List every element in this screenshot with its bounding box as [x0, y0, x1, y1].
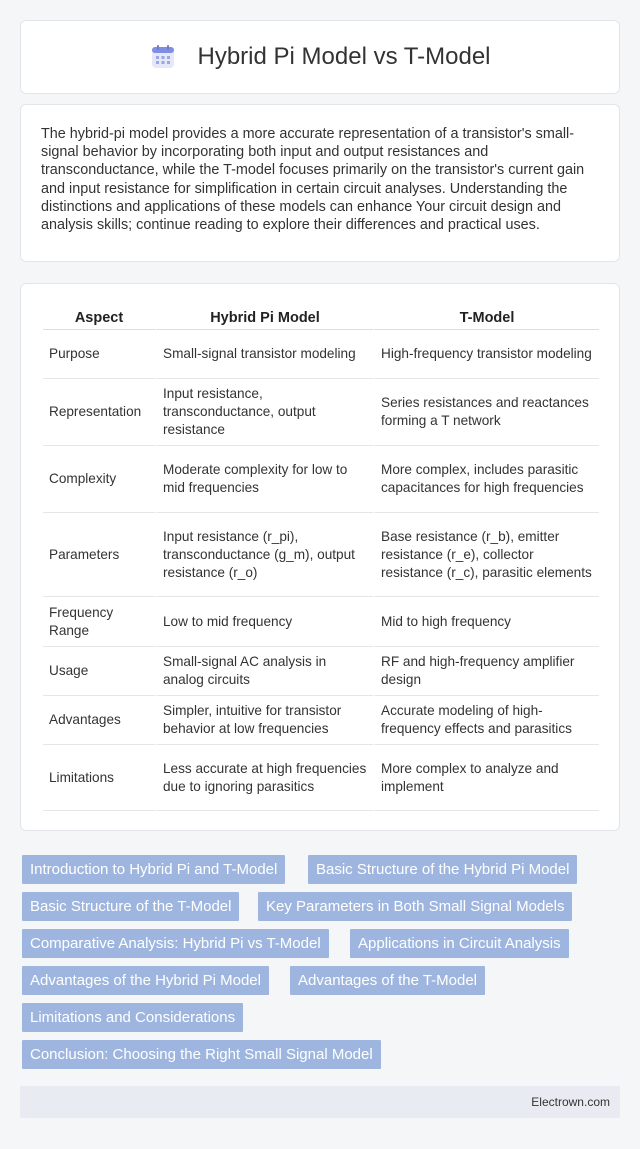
table-cell: Usage — [43, 647, 155, 696]
tag-link[interactable]: Limitations and Considerations — [22, 1003, 243, 1032]
tag-link[interactable]: Advantages of the T-Model — [290, 966, 485, 995]
table-cell: Series resistances and reactances forming a T network — [373, 379, 599, 446]
page-title: Hybrid Pi Model vs T-Model — [197, 43, 491, 70]
table-cell: Advantages — [43, 696, 155, 745]
footer — [20, 1086, 620, 1118]
tag-link[interactable]: Key Parameters in Both Small Signal Models — [258, 892, 572, 921]
table-header-row — [43, 306, 599, 330]
table-cell: Parameters — [43, 513, 155, 597]
table-cell: RF and high-frequency amplifier design — [373, 647, 599, 696]
table-cell: Frequency Range — [43, 597, 155, 647]
comparison-table — [43, 306, 599, 811]
table-cell: Limitations — [43, 745, 155, 811]
table-row — [43, 330, 599, 379]
footer-source: Electrown.com — [531, 1095, 610, 1109]
table-row — [43, 647, 599, 696]
table-cell: Base resistance (r_b), emitter resistance (r_e), collector resistance (r_c), parasitic elements — [373, 513, 599, 597]
table-cell: Mid to high frequency — [373, 597, 599, 647]
table-row — [43, 379, 599, 446]
table-cell: Less accurate at high frequencies due to ignoring parasitics — [155, 745, 373, 811]
table-cell: Purpose — [43, 330, 155, 379]
column-header-t-model: T-Model — [373, 306, 599, 330]
comparison-table-card — [20, 283, 620, 831]
table-cell: Representation — [43, 379, 155, 446]
table-cell: Small-signal AC analysis in analog circuits — [155, 647, 373, 696]
tag-link[interactable]: Applications in Circuit Analysis — [350, 929, 569, 958]
table-cell: Accurate modeling of high-frequency effects and parasitics — [373, 696, 599, 745]
column-header-hybrid-pi: Hybrid Pi Model — [155, 306, 373, 330]
table-cell: High-frequency transistor modeling — [373, 330, 599, 379]
intro-paragraph: The hybrid-pi model provides a more accurate representation of a transistor's small-signal behavior by incorporating both input and output resistances and transconductance, while the T-model focuses primarily on the transistor's current gain and input resistance for simplification in certain circuit analyses. Understanding the distinctions and applications of these models can enhance Your circuit design and analysis skills; continue reading to explore their differences and practical uses. — [41, 126, 585, 234]
intro-card — [20, 104, 620, 262]
table-cell: Complexity — [43, 446, 155, 513]
table-cell: More complex to analyze and implement — [373, 745, 599, 811]
table-cell: Low to mid frequency — [155, 597, 373, 647]
table-cell: More complex, includes parasitic capacitances for high frequencies — [373, 446, 599, 513]
table-cell: Simpler, intuitive for transistor behavior at low frequencies — [155, 696, 373, 745]
tag-link[interactable]: Introduction to Hybrid Pi and T-Model — [22, 855, 285, 884]
tag-link[interactable]: Basic Structure of the T-Model — [22, 892, 239, 921]
tag-link[interactable]: Basic Structure of the Hybrid Pi Model — [308, 855, 577, 884]
column-header-aspect: Aspect — [43, 306, 155, 330]
table-cell: Input resistance, transconductance, output resistance — [155, 379, 373, 446]
tag-link[interactable]: Comparative Analysis: Hybrid Pi vs T-Model — [22, 929, 329, 958]
table-cell: Moderate complexity for low to mid frequencies — [155, 446, 373, 513]
header-card — [20, 20, 620, 94]
table-row — [43, 745, 599, 811]
table-cell: Small-signal transistor modeling — [155, 330, 373, 379]
table-row — [43, 513, 599, 597]
table-row — [43, 696, 599, 745]
tag-link[interactable]: Conclusion: Choosing the Right Small Signal Model — [22, 1040, 381, 1069]
table-row — [43, 446, 599, 513]
table-row — [43, 597, 599, 647]
table-cell: Input resistance (r_pi), transconductance (g_m), output resistance (r_o) — [155, 513, 373, 597]
calendar-grid-icon — [150, 44, 176, 70]
tag-link[interactable]: Advantages of the Hybrid Pi Model — [22, 966, 269, 995]
